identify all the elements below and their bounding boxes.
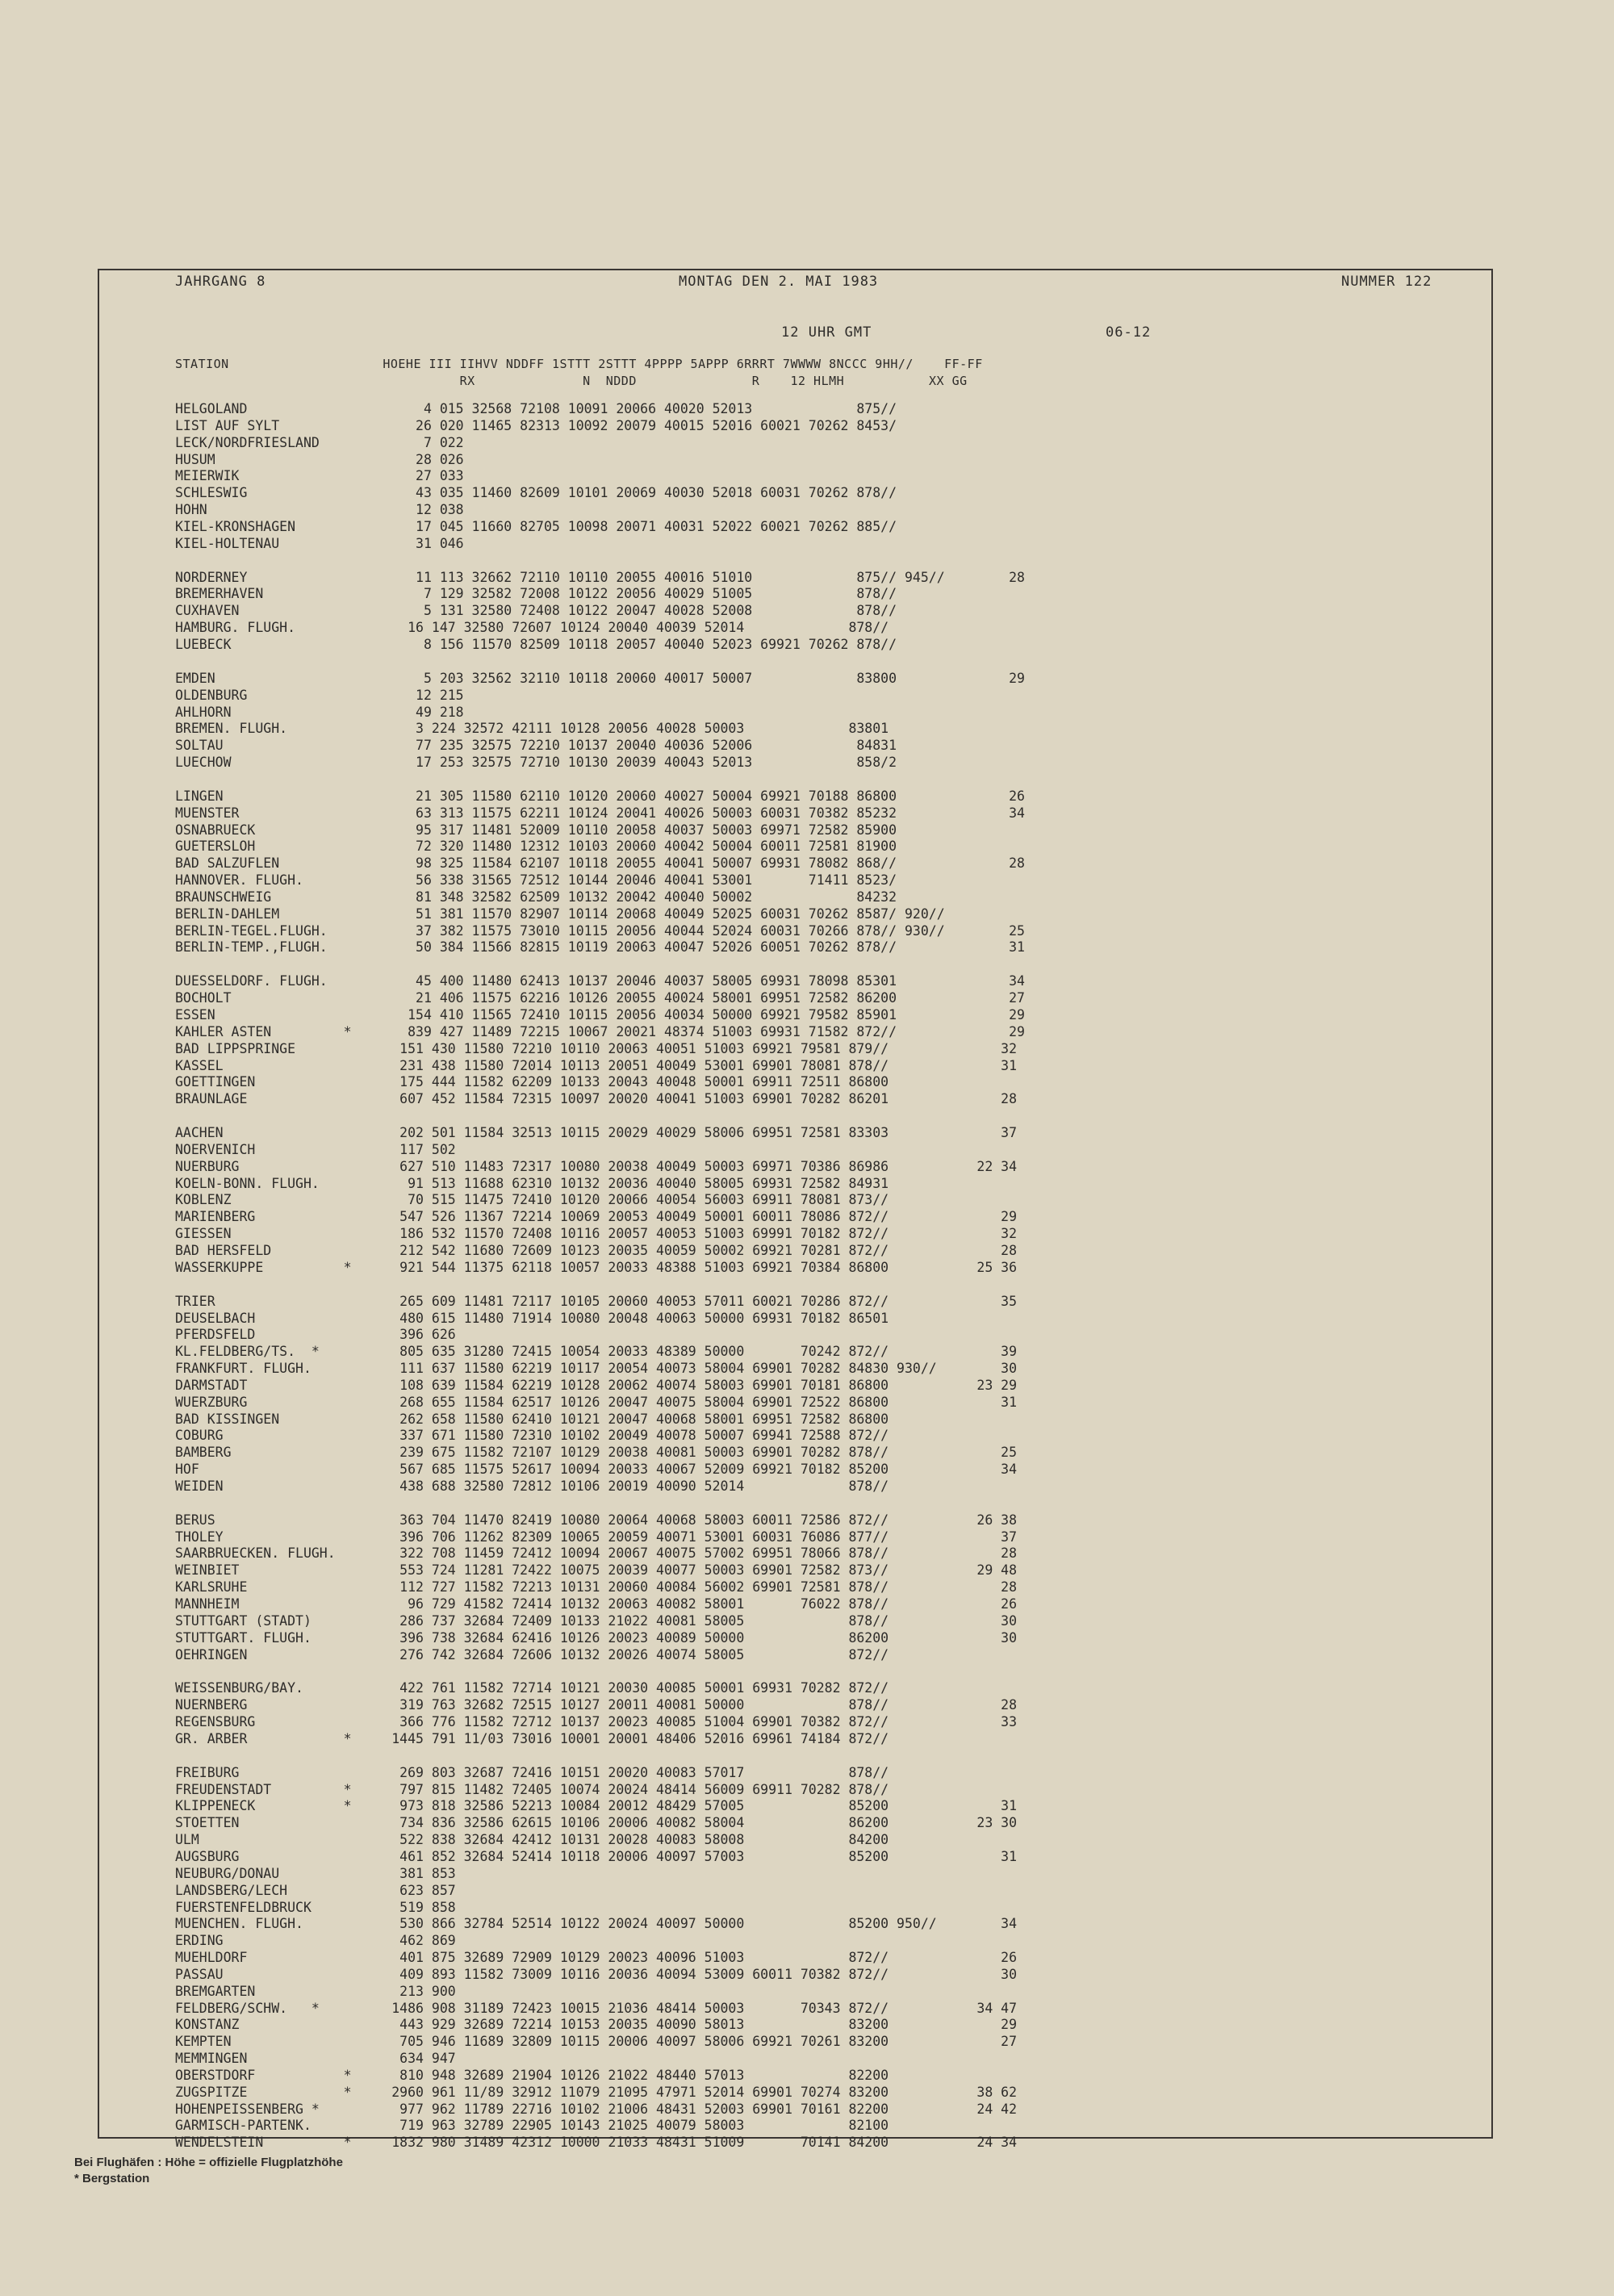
station-row: HUSUM 28 026 — [175, 451, 464, 467]
station-row: BERUS 363 704 11470 82419 10080 20064 40068 58003 60011 72586 872// 26 38 — [175, 1512, 1018, 1528]
station-row: BRAUNLAGE 607 452 11584 72315 10097 20020 40041 51003 69901 70282 86201 28 — [175, 1091, 1018, 1107]
station-row: LECK/NORDFRIESLAND 7 022 — [175, 434, 464, 450]
station-row: WEISSENBURG/BAY. 422 761 11582 72714 10121 20030 40085 50001 69931 70282 872// — [175, 1680, 889, 1696]
station-row: WEINBIET 553 724 11281 72422 10075 20039 40077 50003 69901 72582 873// 29 48 — [175, 1562, 1018, 1579]
station-row: KL.FELDBERG/TS. * 805 635 31280 72415 10054 20033 48389 50000 70242 872// 39 — [175, 1344, 1018, 1360]
station-row: BAD KISSINGEN 262 658 11580 62410 10121 20047 40068 58001 69951 72582 86800 — [175, 1411, 889, 1427]
station-row: HOF 567 685 11575 52617 10094 20033 40067 52009 69921 70182 85200 34 — [175, 1462, 1018, 1478]
group-separator — [175, 1108, 1025, 1125]
station-row: SOLTAU 77 235 32575 72210 10137 20040 40036 52006 84831 — [175, 738, 897, 754]
station-row: DUESSELDORF. FLUGH. 45 400 11480 62413 10137 20046 40037 58005 69931 78098 85301 34 — [175, 973, 1025, 989]
station-row: KEMPTEN 705 946 11689 32809 10115 20006 40097 58006 69921 70261 83200 27 — [175, 2034, 1018, 2050]
station-row: SAARBRUECKEN. FLUGH. 322 708 11459 72412 10094 20067 40075 57002 69951 78066 878// 28 — [175, 1545, 1018, 1562]
station-row: GR. ARBER * 1445 791 11/03 73016 10001 20001 48406 52016 69961 74184 872// — [175, 1730, 889, 1746]
station-row: KIEL-KRONSHAGEN 17 045 11660 82705 10098 20071 40031 52022 60021 70262 885// — [175, 518, 897, 534]
station-row: MUENCHEN. FLUGH. 530 866 32784 52514 10122 20024 40097 50000 85200 950// 34 — [175, 1916, 1018, 1932]
station-row: BAMBERG 239 675 11582 72107 10129 20038 40081 50003 69901 70282 878// 25 — [175, 1445, 1018, 1461]
station-row: KARLSRUHE 112 727 11582 72213 10131 20060 40084 56002 69901 72581 878// 28 — [175, 1579, 1018, 1595]
group-separator — [175, 1495, 1025, 1512]
station-row: FREUDENSTADT * 797 815 11482 72405 10074 20024 48414 56009 69911 70282 878// — [175, 1781, 889, 1797]
station-row: NUERNBERG 319 763 32682 72515 10127 20011 40081 50000 878// 28 — [175, 1697, 1018, 1713]
station-row: AACHEN 202 501 11584 32513 10115 20029 40029 58006 69951 72581 83303 37 — [175, 1125, 1018, 1141]
station-row: GARMISCH-PARTENK. 719 963 32789 22905 10143 21025 40079 58003 82100 — [175, 2118, 889, 2134]
column-header-line1: STATION HOEHE III IIHVV NDDFF 1STTT 2STTT 4PPPP 5APPP 6RRRT 7WWWW 8NCCC 9HH// FF-FF — [175, 357, 983, 371]
station-row: DEUSELBACH 480 615 11480 71914 10080 20048 40063 50000 69931 70182 86501 — [175, 1310, 889, 1326]
group-separator — [175, 654, 1025, 671]
group-separator — [175, 1748, 1025, 1765]
station-row: MEIERWIK 27 033 — [175, 468, 464, 484]
station-row: BREMEN. FLUGH. 3 224 32572 42111 10128 20056 40028 50003 83801 — [175, 721, 889, 737]
station-row: BREMERHAVEN 7 129 32582 72008 10122 20056 40029 51005 878// — [175, 586, 897, 602]
station-row: AHLHORN 49 218 — [175, 704, 464, 720]
station-row: NEUBURG/DONAU 381 853 — [175, 1865, 456, 1881]
station-row: FREIBURG 269 803 32687 72416 10151 20020 40083 57017 878// — [175, 1764, 889, 1780]
jahrgang-label: JAHRGANG 8 — [175, 274, 266, 290]
station-row: GUETERSLOH 72 320 11480 12312 10103 20060 40042 50004 60011 72581 81900 — [175, 839, 897, 855]
station-row: WEIDEN 438 688 32580 72812 10106 20019 40090 52014 878// — [175, 1478, 889, 1494]
station-row: HANNOVER. FLUGH. 56 338 31565 72512 10144 20046 40041 53001 71411 8523/ — [175, 872, 897, 889]
group-separator — [175, 553, 1025, 570]
station-row: REGENSBURG 366 776 11582 72712 10137 20023 40085 51004 69901 70382 872// 33 — [175, 1714, 1018, 1730]
station-row: LIST AUF SYLT 26 020 11465 82313 10092 20079 40015 52016 60021 70262 8453/ — [175, 417, 897, 433]
station-row: ERDING 462 869 — [175, 1933, 456, 1949]
station-row: WASSERKUPPE * 921 544 11375 62118 10057 20033 48388 51003 69921 70384 86800 25 36 — [175, 1259, 1018, 1275]
station-row: FUERSTENFELDBRUCK 519 858 — [175, 1899, 456, 1915]
station-row: STUTTGART. FLUGH. 396 738 32684 62416 10126 20023 40089 50000 86200 30 — [175, 1629, 1018, 1646]
group-separator — [175, 772, 1025, 788]
station-row: KLIPPENECK * 973 818 32586 52213 10084 20012 48429 57005 85200 31 — [175, 1798, 1018, 1814]
station-row: OEHRINGEN 276 742 32684 72606 10132 20026 40074 58005 872// — [175, 1646, 889, 1662]
station-row: MUENSTER 63 313 11575 62211 10124 20041 40026 50003 60031 70382 85232 34 — [175, 805, 1025, 821]
observation-time: 12 UHR GMT — [781, 324, 872, 341]
footnote-mountain-station: * Bergstation — [74, 2172, 150, 2185]
station-row: PASSAU 409 893 11582 73009 10116 20036 40094 53009 60011 70382 872// 30 — [175, 1966, 1018, 1982]
station-row: BAD HERSFELD 212 542 11680 72609 10123 20035 40059 50002 69921 70281 872// 28 — [175, 1242, 1018, 1258]
station-row: KAHLER ASTEN * 839 427 11489 72215 10067 20021 48374 51003 69931 71582 872// 29 — [175, 1023, 1025, 1039]
column-header-line2: RX N NDDD R 12 HLMH XX GG — [175, 374, 968, 388]
station-row: BERLIN-TEGEL.FLUGH. 37 382 11575 73010 10115 20056 40044 52024 60031 70266 878// 930// 25 — [175, 922, 1025, 939]
station-row: ULM 522 838 32684 42412 10131 20028 40083 58008 84200 — [175, 1832, 889, 1848]
station-row: MANNHEIM 96 729 41582 72414 10132 20063 40082 58001 76022 878// 26 — [175, 1596, 1018, 1612]
station-row: FRANKFURT. FLUGH. 111 637 11580 62219 10117 20054 40073 58004 69901 70282 84830 930// 30 — [175, 1361, 1018, 1377]
station-row: OBERSTDORF * 810 948 32689 21904 10126 21022 48440 57013 82200 — [175, 2067, 889, 2083]
issue-number: NUMMER 122 — [1341, 274, 1432, 290]
station-row: HOHENPEISSENBERG * 977 962 11789 22716 10102 21006 48431 52003 69901 70161 82200 24 42 — [175, 2101, 1018, 2117]
station-row: BOCHOLT 21 406 11575 62216 10126 20055 40024 58001 69951 72582 86200 27 — [175, 990, 1025, 1006]
station-row: KIEL-HOLTENAU 31 046 — [175, 535, 464, 551]
group-separator — [175, 1663, 1025, 1680]
station-row: FELDBERG/SCHW. * 1486 908 31189 72423 10015 21036 48414 50003 70343 872// 34 47 — [175, 2000, 1018, 2016]
station-row: BREMGARTEN 213 900 — [175, 1983, 456, 1999]
station-row: GIESSEN 186 532 11570 72408 10116 20057 40053 51003 69991 70182 872// 32 — [175, 1226, 1018, 1242]
station-row: DARMSTADT 108 639 11584 62219 10128 20062 40074 58003 69901 70181 86800 23 29 — [175, 1377, 1018, 1393]
station-row: GOETTINGEN 175 444 11582 62209 10133 20043 40048 50001 69911 72511 86800 — [175, 1074, 889, 1090]
station-row: NORDERNEY 11 113 32662 72110 10110 20055 40016 51010 875// 945// 28 — [175, 569, 1025, 585]
date-line: MONTAG DEN 2. MAI 1983 — [679, 274, 879, 290]
station-row: KOELN-BONN. FLUGH. 91 513 11688 62310 10132 20036 40040 58005 69931 72582 84931 — [175, 1175, 889, 1191]
station-row: KASSEL 231 438 11580 72014 10113 20051 40049 53001 69901 78081 878// 31 — [175, 1057, 1018, 1073]
station-row: THOLEY 396 706 11262 82309 10065 20059 40071 53001 60031 76086 877// 37 — [175, 1529, 1018, 1545]
station-row: TRIER 265 609 11481 72117 10105 20060 40053 57011 60021 70286 872// 35 — [175, 1293, 1018, 1309]
station-row: BAD LIPPSPRINGE 151 430 11580 72210 10110 20063 40051 51003 69921 79581 879// 32 — [175, 1040, 1018, 1056]
station-row: STOETTEN 734 836 32586 62615 10106 20006 40082 58004 86200 23 30 — [175, 1815, 1018, 1831]
station-row: NUERBURG 627 510 11483 72317 10080 20038 40049 50003 69971 70386 86986 22 34 — [175, 1158, 1018, 1174]
station-row: OSNABRUECK 95 317 11481 52009 10110 20058 40037 50003 69971 72582 85900 — [175, 822, 897, 838]
station-row: LINGEN 21 305 11580 62110 10120 20060 40027 50004 69921 70188 86800 26 — [175, 788, 1025, 804]
group-separator — [175, 956, 1025, 973]
station-row: BERLIN-DAHLEM 51 381 11570 82907 10114 20068 40049 52025 60031 70262 8587/ 920// — [175, 905, 945, 922]
station-row: BRAUNSCHWEIG 81 348 32582 62509 10132 20042 40040 50002 84232 — [175, 889, 897, 905]
station-row: MARIENBERG 547 526 11367 72214 10069 20053 40049 50001 60011 78086 872// 29 — [175, 1209, 1018, 1225]
station-row: EMDEN 5 203 32562 32110 10118 20060 40017 50007 83800 29 — [175, 670, 1025, 686]
station-row: WUERZBURG 268 655 11584 62517 10126 20047 40075 58004 69901 72522 86800 31 — [175, 1394, 1018, 1410]
station-row: LANDSBERG/LECH 623 857 — [175, 1882, 456, 1898]
group-separator — [175, 1277, 1025, 1294]
station-row: HELGOLAND 4 015 32568 72108 10091 20066 40020 52013 875// — [175, 401, 897, 416]
station-row: ZUGSPITZE * 2960 961 11/89 32912 11079 21095 47971 52014 69901 70274 83200 38 62 — [175, 2084, 1018, 2100]
station-row: KOBLENZ 70 515 11475 72410 10120 20066 40054 56003 69911 78081 873// — [175, 1192, 889, 1208]
station-row: CUXHAVEN 5 131 32580 72408 10122 20047 40028 52008 878// — [175, 603, 897, 619]
station-row: AUGSBURG 461 852 32684 52414 10118 20006 40097 57003 85200 31 — [175, 1848, 1018, 1864]
station-row: HAMBURG. FLUGH. 16 147 32580 72607 10124 20040 40039 52014 878// — [175, 620, 889, 636]
station-row: MEMMINGEN 634 947 — [175, 2051, 456, 2067]
station-row: LUECHOW 17 253 32575 72710 10130 20039 40043 52013 858/2 — [175, 755, 897, 771]
station-row: SCHLESWIG 43 035 11460 82609 10101 20069 40030 52018 60031 70262 878// — [175, 485, 897, 501]
station-row: BAD SALZUFLEN 98 325 11584 62107 10118 20055 40041 50007 69931 78082 868// 28 — [175, 855, 1025, 872]
station-row: ESSEN 154 410 11565 72410 10115 20056 40034 50000 69921 79582 85901 29 — [175, 1007, 1025, 1023]
station-row: BERLIN-TEMP.,FLUGH. 50 384 11566 82815 10119 20063 40047 52026 60051 70262 878// 31 — [175, 939, 1025, 956]
station-row: MUEHLDORF 401 875 32689 72909 10129 20023 40096 51003 872// 26 — [175, 1950, 1018, 1966]
station-row: COBURG 337 671 11580 72310 10102 20049 40078 50007 69941 72588 872// — [175, 1428, 889, 1444]
station-row: PFERDSFELD 396 626 — [175, 1327, 456, 1343]
station-table — [175, 401, 1025, 2152]
station-row: HOHN 12 038 — [175, 502, 464, 518]
station-row: WENDELSTEIN * 1832 980 31489 42312 10000 21033 48431 51009 70141 84200 24 34 — [175, 2135, 1018, 2151]
station-row: OLDENBURG 12 215 — [175, 687, 464, 703]
footnote-airport-height: Bei Flughäfen : Höhe = offizielle Flugplatzhöhe — [74, 2156, 343, 2169]
station-row: KONSTANZ 443 929 32689 72214 10153 20035 40090 58013 83200 29 — [175, 2017, 1018, 2033]
station-row: LUEBECK 8 156 11570 82509 10118 20057 40040 52023 69921 70262 878// — [175, 636, 897, 652]
station-row: STUTTGART (STADT) 286 737 32684 72409 10133 21022 40081 58005 878// 30 — [175, 1612, 1018, 1629]
station-row: NOERVENICH 117 502 — [175, 1141, 456, 1157]
period-label: 06-12 — [1106, 324, 1152, 341]
